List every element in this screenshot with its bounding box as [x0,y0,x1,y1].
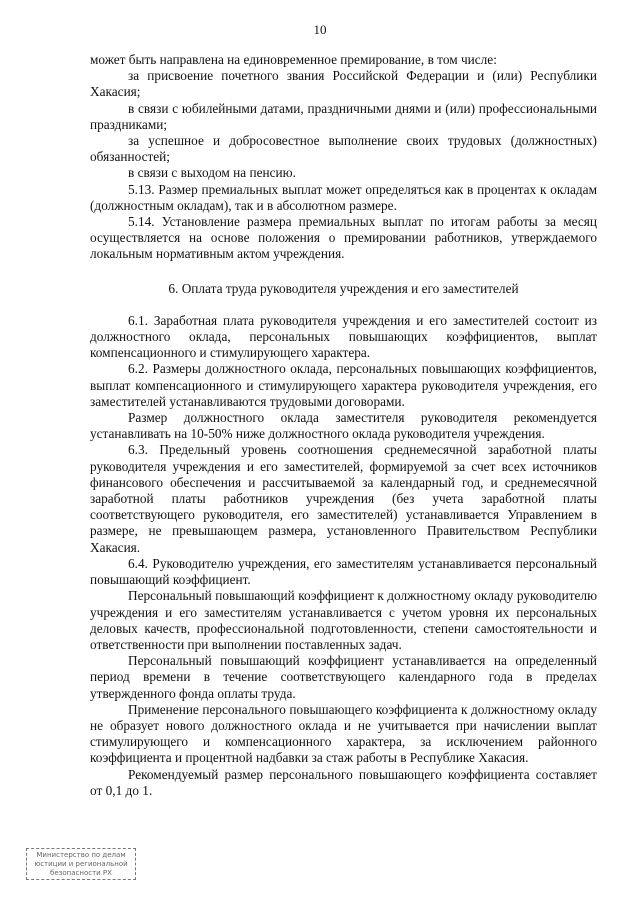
paragraph: 5.13. Размер премиальных выплат может определяться как в процентах к окладам (должностным окладам), так и в абсолютном размере. [90,181,597,213]
paragraph: в связи с выходом на пенсию. [128,165,296,181]
paragraph: 5.14. Установление размера премиальных выплат по итогам работы за месяц осуществляется на основе положения о премировании работников, утверждаемого локальным нормативным актом учреждения. [90,214,597,262]
paragraph: Применение персонального повышающего коэффициента к должностному окладу не образует нового должностного оклада и не учитывается при начислении выплат стимулирующего и компенсационного характера, за исключением районного коэффициента и процентной надбавки за стаж работы в Республике Хакасия. [90,701,597,766]
registration-stamp [26,848,136,880]
paragraph: за успешное и добросовестное выполнение своих трудовых (должностных) обязанностей; [90,133,597,165]
stamp-line: Министерство по делам [36,851,126,859]
stamp-line: юстиции и региональной [34,860,128,868]
page-number: 10 [313,22,327,37]
paragraph: в связи с юбилейными датами, праздничными днями и (или) профессиональными праздниками; [90,100,597,132]
paragraph: 6.3. Предельный уровень соотношения среднемесячной заработной платы руководителя учреждения и его заместителей, формируемой за счет всех источников финансового обеспечения и рассчитываемой за календарный год, и среднемесячной заработной платы работников учреждения (без учета заработной платы соответствующего руководителя, его заместителей) устанавливается Управлением в размере, не превышающем размера, установленного Правительством Республики Хакасия. [90,442,597,555]
document-body [90,52,597,799]
paragraph: Персональный повышающий коэффициент к должностному окладу руководителю учреждения и его заместителям устанавливается с учетом уровня их персональных деловых качеств, профессиональной подготовленности, степени самостоятельности и ответственности при выполнении поставленных задач. [90,588,597,652]
paragraph: Персональный повышающий коэффициент устанавливается на определенный период времени в течение соответствующего календарного года в пределах утвержденного фонда оплаты труда. [90,653,597,701]
paragraph: 6.1. Заработная плата руководителя учреждения и его заместителей состоит из должностного оклада, персональных повышающих коэффициентов, выплат компенсационного и стимулирующего характера. [90,312,597,361]
paragraph: за присвоение почетного звания Российской Федерации и (или) Республики Хакасия; [90,68,597,100]
paragraph: 6.2. Размеры должностного оклада, персональных повышающих коэффициентов, выплат компенсационного и стимулирующего характера руководителя учреждения, его заместителей устанавливаются трудовыми договорами. [90,361,597,409]
paragraph: 6.4. Руководителю учреждения, его заместителям устанавливается персональный повышающий коэффициент. [90,555,597,588]
paragraph: может быть направлена на единовременное премирование, в том числе: [90,52,497,67]
stamp-line: безопасности РХ [50,869,112,877]
paragraph: Размер должностного оклада заместителя руководителя рекомендуется устанавливать на 10-50% ниже должностного оклада руководителя учреждения. [90,410,597,442]
paragraph: Рекомендуемый размер персонального повышающего коэффициента составляет от 0,1 до 1. [90,766,597,798]
section-heading: 6. Оплата труда руководителя учреждения и его заместителей [168,280,519,296]
